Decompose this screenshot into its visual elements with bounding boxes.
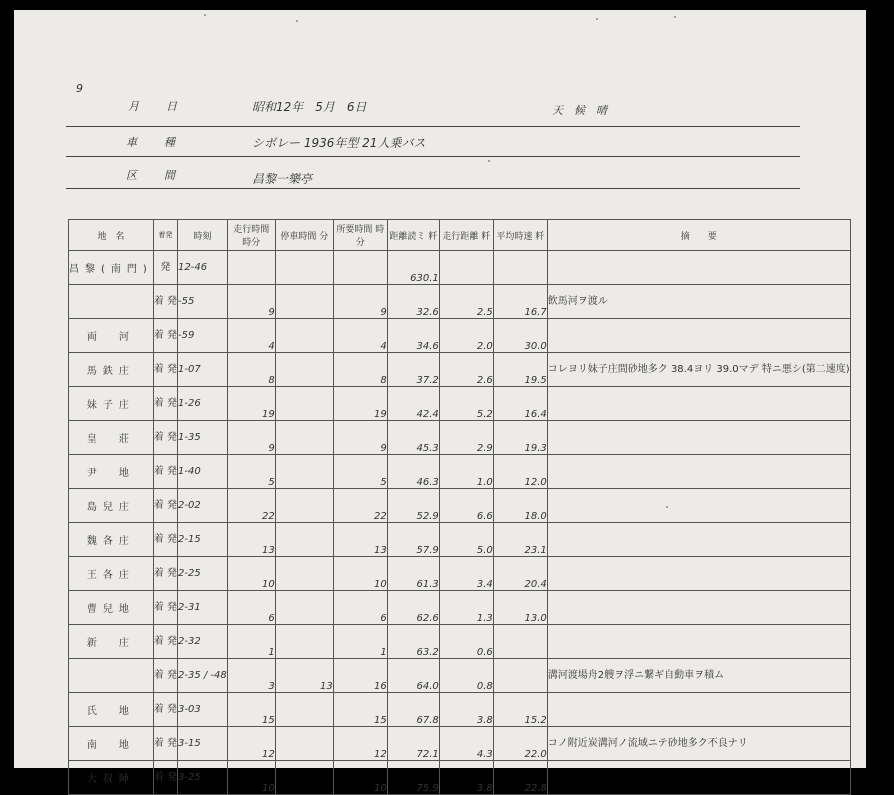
row-speed [493, 251, 547, 285]
row-stop-time [275, 489, 333, 523]
table-row [69, 591, 851, 625]
table-row [69, 319, 851, 353]
row-run-time: 3 [227, 659, 275, 693]
row-remarks [547, 319, 850, 353]
col-remarks: 摘 要 [547, 220, 850, 251]
row-travel-time: 10 [333, 761, 387, 795]
row-travel-time: 6 [333, 591, 387, 625]
row-stop-time [275, 625, 333, 659]
scan-speck [596, 18, 598, 20]
table-row [69, 659, 851, 693]
row-time: 1-26 [178, 387, 228, 421]
row-time: 3-15 [178, 727, 228, 761]
scan-speck [296, 20, 298, 22]
row-time: 2-25 [178, 557, 228, 591]
row-stop-time: 13 [275, 659, 333, 693]
row-arrive-depart: 着 発 [153, 387, 177, 421]
row-place: 皇 莊 [69, 421, 154, 455]
row-distance: 5.0 [439, 523, 493, 557]
scan-speck [488, 160, 490, 162]
row-run-time: 4 [227, 319, 275, 353]
row-odometer: 61.3 [387, 557, 439, 591]
col-distance: 走行距離 粁 [439, 220, 493, 251]
row-speed: 16.4 [493, 387, 547, 421]
row-odometer: 46.3 [387, 455, 439, 489]
row-arrive-depart: 着 発 [153, 761, 177, 795]
row-distance: 2.6 [439, 353, 493, 387]
row-distance: 5.2 [439, 387, 493, 421]
row-speed: 22.0 [493, 727, 547, 761]
row-arrive-depart: 着 発 [153, 353, 177, 387]
row-stop-time [275, 761, 333, 795]
row-place: 魏各庄 [69, 523, 154, 557]
row-run-time: 8 [227, 353, 275, 387]
row-stop-time [275, 523, 333, 557]
row-travel-time: 19 [333, 387, 387, 421]
row-remarks: 飲馬河ヲ渡ル [547, 285, 850, 319]
row-arrive-depart: 着 発 [153, 489, 177, 523]
month-label: 月 [128, 100, 139, 113]
day-label: 日 [166, 100, 177, 113]
row-stop-time [275, 421, 333, 455]
row-arrive-depart: 着 発 [153, 455, 177, 489]
row-arrive-depart: 着 発 [153, 421, 177, 455]
row-speed: 13.0 [493, 591, 547, 625]
row-speed [493, 659, 547, 693]
row-odometer: 72.1 [387, 727, 439, 761]
row-travel-time: 1 [333, 625, 387, 659]
header-rule-3 [66, 188, 800, 189]
row-run-time: 12 [227, 727, 275, 761]
table-row [69, 693, 851, 727]
scan-speck [666, 506, 668, 508]
page-number: 9 [76, 82, 83, 95]
row-travel-time: 9 [333, 421, 387, 455]
row-odometer: 34.6 [387, 319, 439, 353]
row-run-time: 22 [227, 489, 275, 523]
row-time: 2-32 [178, 625, 228, 659]
row-place: 馬鉄庄 [69, 353, 154, 387]
col-arrive-depart: 着発 [153, 220, 177, 251]
row-speed [493, 625, 547, 659]
row-speed: 18.0 [493, 489, 547, 523]
row-odometer: 67.8 [387, 693, 439, 727]
row-remarks [547, 761, 850, 795]
row-remarks [547, 693, 850, 727]
row-place: 南 地 [69, 727, 154, 761]
row-odometer: 630.1 [387, 251, 439, 285]
row-place: 新 庄 [69, 625, 154, 659]
row-odometer: 63.2 [387, 625, 439, 659]
row-distance: 0.6 [439, 625, 493, 659]
row-run-time: 13 [227, 523, 275, 557]
row-time: -55 [178, 285, 228, 319]
row-stop-time [275, 319, 333, 353]
header-rule-2 [66, 156, 800, 157]
table-row [69, 455, 851, 489]
row-remarks: コレヨリ妹子庄間砂地多ク 38.4ヨリ 39.0マデ 特ニ悪シ(第二速度) [547, 353, 850, 387]
table-header-row [69, 220, 851, 251]
route-value: 昌黎一樂亭 [252, 172, 313, 186]
row-travel-time: 8 [333, 353, 387, 387]
table-row [69, 353, 851, 387]
table-row [69, 761, 851, 795]
row-time: -59 [178, 319, 228, 353]
row-distance: 3.4 [439, 557, 493, 591]
row-distance [439, 251, 493, 285]
table-row [69, 489, 851, 523]
row-speed: 30.0 [493, 319, 547, 353]
row-odometer: 32.6 [387, 285, 439, 319]
col-odometer: 距離読ミ 粁 [387, 220, 439, 251]
row-place: 曹兒地 [69, 591, 154, 625]
vehicle-value: シボレー 1936年型 21人乗バス [252, 136, 426, 150]
row-odometer: 57.9 [387, 523, 439, 557]
row-place: 両 河 [69, 319, 154, 353]
row-arrive-depart: 着 発 [153, 659, 177, 693]
row-odometer: 75.9 [387, 761, 439, 795]
row-speed: 19.3 [493, 421, 547, 455]
row-time: 1-35 [178, 421, 228, 455]
table-row [69, 727, 851, 761]
table-row [69, 251, 851, 285]
row-speed: 22.8 [493, 761, 547, 795]
row-remarks: 溝河渡場舟2艘ヲ浮ニ繋ギ自動車ヲ積ム [547, 659, 850, 693]
row-distance: 3.8 [439, 693, 493, 727]
row-travel-time: 10 [333, 557, 387, 591]
row-odometer: 62.6 [387, 591, 439, 625]
row-distance: 6.6 [439, 489, 493, 523]
row-place: 島兒庄 [69, 489, 154, 523]
row-remarks: コノ附近炭溝河ノ流域ニテ砂地多ク不良ナリ [547, 727, 850, 761]
row-remarks [547, 251, 850, 285]
row-remarks [547, 387, 850, 421]
row-time: 3-03 [178, 693, 228, 727]
row-arrive-depart: 着 発 [153, 693, 177, 727]
row-remarks [547, 625, 850, 659]
row-distance: 2.9 [439, 421, 493, 455]
row-stop-time [275, 285, 333, 319]
row-remarks [547, 523, 850, 557]
row-stop-time [275, 353, 333, 387]
row-place: 昌黎(南門) [69, 251, 154, 285]
row-travel-time: 12 [333, 727, 387, 761]
row-distance: 1.0 [439, 455, 493, 489]
row-stop-time [275, 557, 333, 591]
row-arrive-depart: 着 発 [153, 523, 177, 557]
table-row [69, 523, 851, 557]
row-time: 2-35 / -48 [178, 659, 228, 693]
scan-speck [674, 16, 676, 18]
row-distance: 4.3 [439, 727, 493, 761]
row-run-time: 19 [227, 387, 275, 421]
row-distance: 1.3 [439, 591, 493, 625]
row-arrive-depart: 着 発 [153, 557, 177, 591]
row-speed: 20.4 [493, 557, 547, 591]
row-run-time: 10 [227, 557, 275, 591]
col-place: 地 名 [69, 220, 154, 251]
row-time: 2-31 [178, 591, 228, 625]
row-remarks [547, 557, 850, 591]
table-row [69, 387, 851, 421]
row-arrive-depart: 発 [153, 251, 177, 285]
row-distance: 3.8 [439, 761, 493, 795]
col-stop-time: 停車時間 分 [275, 220, 333, 251]
weather: 天 候 晴 [552, 104, 607, 117]
row-travel-time: 13 [333, 523, 387, 557]
document-page [14, 10, 866, 794]
row-stop-time [275, 693, 333, 727]
travel-log-table [68, 219, 851, 795]
table-row [69, 285, 851, 319]
row-run-time [227, 251, 275, 285]
row-odometer: 42.4 [387, 387, 439, 421]
row-odometer: 45.3 [387, 421, 439, 455]
row-place: 氏 地 [69, 693, 154, 727]
route-label-1: 区 [126, 169, 137, 182]
row-travel-time: 5 [333, 455, 387, 489]
row-arrive-depart: 着 発 [153, 727, 177, 761]
row-run-time: 1 [227, 625, 275, 659]
row-place: 王各庄 [69, 557, 154, 591]
row-odometer: 64.0 [387, 659, 439, 693]
row-travel-time: 15 [333, 693, 387, 727]
row-stop-time [275, 251, 333, 285]
table-row [69, 421, 851, 455]
row-time: 1-40 [178, 455, 228, 489]
row-place: 妹子庄 [69, 387, 154, 421]
row-remarks [547, 489, 850, 523]
row-stop-time [275, 591, 333, 625]
row-speed: 23.1 [493, 523, 547, 557]
row-remarks [547, 421, 850, 455]
row-odometer: 52.9 [387, 489, 439, 523]
row-remarks [547, 455, 850, 489]
vehicle-label-2: 種 [164, 136, 175, 149]
row-time: 1-07 [178, 353, 228, 387]
scan-speck [204, 14, 206, 16]
route-label-2: 間 [164, 169, 175, 182]
row-distance: 2.5 [439, 285, 493, 319]
row-travel-time: 22 [333, 489, 387, 523]
row-stop-time [275, 455, 333, 489]
row-place [69, 285, 154, 319]
col-time: 時刻 [178, 220, 228, 251]
row-speed: 12.0 [493, 455, 547, 489]
row-stop-time [275, 387, 333, 421]
row-place: 大叔陣 [69, 761, 154, 795]
row-run-time: 15 [227, 693, 275, 727]
row-arrive-depart: 着 発 [153, 285, 177, 319]
row-odometer: 37.2 [387, 353, 439, 387]
row-travel-time [333, 251, 387, 285]
row-travel-time: 16 [333, 659, 387, 693]
row-distance: 0.8 [439, 659, 493, 693]
row-stop-time [275, 727, 333, 761]
row-time: 2-02 [178, 489, 228, 523]
row-place [69, 659, 154, 693]
row-speed: 15.2 [493, 693, 547, 727]
row-run-time: 9 [227, 421, 275, 455]
table-row [69, 625, 851, 659]
row-run-time: 5 [227, 455, 275, 489]
row-travel-time: 4 [333, 319, 387, 353]
row-place: 尹 地 [69, 455, 154, 489]
header-rule-1 [66, 126, 800, 127]
row-run-time: 9 [227, 285, 275, 319]
row-travel-time: 9 [333, 285, 387, 319]
row-time: 3-25 [178, 761, 228, 795]
col-run-time: 走行時間 時分 [227, 220, 275, 251]
row-run-time: 10 [227, 761, 275, 795]
table-row [69, 557, 851, 591]
row-arrive-depart: 着 発 [153, 625, 177, 659]
date-value: 昭和12年 5月 6日 [252, 100, 367, 114]
row-time: 2-15 [178, 523, 228, 557]
row-speed: 19.5 [493, 353, 547, 387]
row-time: 12-46 [178, 251, 228, 285]
col-travel-time: 所要時間 時分 [333, 220, 387, 251]
row-remarks [547, 591, 850, 625]
col-speed: 平均時速 粁 [493, 220, 547, 251]
row-arrive-depart: 着 発 [153, 591, 177, 625]
row-run-time: 6 [227, 591, 275, 625]
row-distance: 2.0 [439, 319, 493, 353]
row-arrive-depart: 着 発 [153, 319, 177, 353]
row-speed: 16.7 [493, 285, 547, 319]
vehicle-label-1: 車 [126, 136, 137, 149]
